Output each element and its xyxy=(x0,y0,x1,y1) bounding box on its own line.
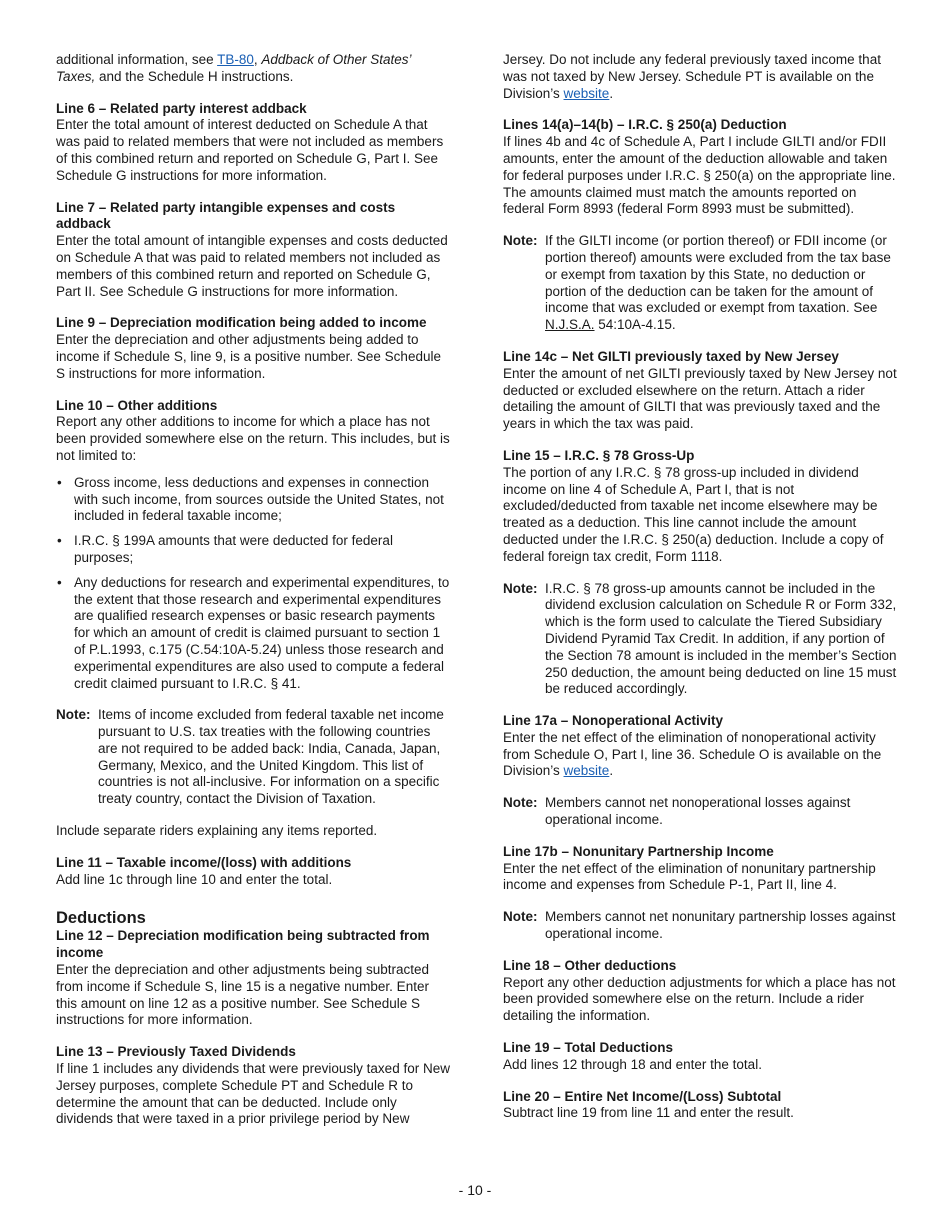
line14ab-body: If lines 4b and 4c of Schedule A, Part I include GILTI and/or FDII amounts, enter the amount of the deduction allowable and taken for federal purposes under I.R.C. § 250(a) on the appropriate line. The amounts claimed must match the amounts reported on federal Form 8993 (federal Form 8993 must be submitted). xyxy=(503,134,896,217)
line10-note xyxy=(56,707,451,808)
line18-heading: Line 18 – Other deductions xyxy=(503,957,677,973)
line15-heading: Line 15 – I.R.C. § 78 Gross-Up xyxy=(503,447,695,463)
line17a-text: Enter the net effect of the elimination of nonoperational activity from Schedule O, Part I, line 36. Schedule O is available on the Division’s xyxy=(503,729,882,779)
statute-number: 54:10A-4.15. xyxy=(594,317,676,333)
intro-text: additional information, see xyxy=(56,52,218,67)
line9-body: Enter the depreciation and other adjustments being added to income if Schedule S, line 9, is a positive number. See Schedule S instructions for more information. xyxy=(56,332,441,381)
line13-continuation xyxy=(503,52,898,102)
line18-body: Report any other deduction adjustments for which a place has not been provided somewhere else on the return. Include a rider detailing the information. xyxy=(503,974,896,1024)
list-item xyxy=(56,533,451,567)
line12-section xyxy=(56,928,451,1029)
line10-heading: Line 10 – Other additions xyxy=(56,397,218,413)
tb-80-link[interactable]: TB-80 xyxy=(217,52,254,67)
line19-heading: Line 19 – Total Deductions xyxy=(503,1040,674,1056)
list-item xyxy=(56,575,451,693)
note-label: Note: xyxy=(503,909,538,925)
line11-body: Add line 1c through line 10 and enter the total. xyxy=(56,871,333,887)
line14c-heading: Line 14c – Net GILTI previously taxed by New Jersey xyxy=(503,348,839,364)
tb-80-title: Addback of Other States’ Taxes, xyxy=(56,52,411,84)
njsa-reference: N.J.S.A. xyxy=(545,317,595,333)
intro-separator: , xyxy=(253,52,262,67)
line10-section xyxy=(56,398,451,840)
note-text: I.R.C. § 78 gross-up amounts cannot be included in the dividend exclusion calculation on Schedule R or Form 332, which is the form used to calculate the Tiered Subsidiary Dividend Pyramid Tax Credit. In addition, if any portion of the Section 78 amount is included in the member’s Section 250 deduction, the amount being deducted on line 15 must be reduced accordingly. xyxy=(545,580,897,697)
line15-body: The portion of any I.R.C. § 78 gross-up included in dividend income on line 4 of Schedule A, Part I, that is not excluded/deducted from taxable net income elsewhere may be treated as a deduction. This line cannot include the amount deducted under the I.R.C. § 250(a) deduction. Include a copy of federal foreign tax credit, Form 1118. xyxy=(503,464,884,564)
line13-body: If line 1 includes any dividends that were previously taxed for New Jersey purposes, complete Schedule PT and Schedule R to determine the amount that can be deducted. Include only dividends that were taxed in a prior privilege period by New xyxy=(56,1061,450,1127)
line7-section xyxy=(56,200,451,301)
line14c-body: Enter the amount of net GILTI previously taxed by New Jersey not deducted or excluded elsewhere on the return. Attach a rider detailing the amount of GILTI that was previously taxed and the years in which the tax was paid. xyxy=(503,365,897,432)
line19-section xyxy=(503,1040,898,1074)
website-link[interactable]: website xyxy=(563,85,610,101)
line10-riders-text: Include separate riders explaining any items reported. xyxy=(56,823,378,839)
line11-heading: Line 11 – Taxable income/(loss) with additions xyxy=(56,854,352,870)
line14ab-section xyxy=(503,117,898,334)
intro-post-text: and the Schedule H instructions. xyxy=(95,68,294,84)
page-number: - 10 - xyxy=(458,1182,492,1198)
line6-heading: Line 6 – Related party interest addback xyxy=(56,100,307,116)
right-column xyxy=(503,52,898,1137)
line6-section xyxy=(56,101,451,185)
bullet-icon: • xyxy=(57,474,62,490)
line13-heading: Line 13 – Previously Taxed Dividends xyxy=(56,1044,296,1060)
line15-section xyxy=(503,448,898,698)
note-body: If the GILTI income (or portion thereof) or FDII income (or portion thereof) amounts were excluded from the tax base or exempt from taxation by this State, no deduction or portion of the deduction can be taken for the amount of income that was excluded or exempt from taxation. See xyxy=(545,233,891,316)
line6-body: Enter the total amount of interest deducted on Schedule A that was paid to related members that were not included as members of this combined return and reported on Schedule G, Part I. See Schedule G instructions for more information. xyxy=(56,117,444,183)
line17b-heading: Line 17b – Nonunitary Partnership Income xyxy=(503,843,774,859)
line14c-section xyxy=(503,349,898,433)
line17a-section xyxy=(503,713,898,829)
line18-section xyxy=(503,958,898,1025)
note-label: Note: xyxy=(56,707,91,723)
line17b-section xyxy=(503,844,898,943)
period: . xyxy=(609,763,614,779)
line14ab-heading: Lines 14(a)–14(b) – I.R.C. § 250(a) Deduction xyxy=(503,117,787,133)
line20-body: Subtract line 19 from line 11 and enter the result. xyxy=(503,1105,794,1121)
line13-section xyxy=(56,1044,451,1128)
note-text: Members cannot net nonunitary partnership losses against operational income. xyxy=(545,909,896,942)
line17a-body xyxy=(503,730,898,780)
line10-bullet-list xyxy=(56,475,451,693)
note-label: Note: xyxy=(503,233,538,249)
period: . xyxy=(609,85,614,101)
bullet-icon: • xyxy=(57,574,62,590)
line17b-note xyxy=(503,909,898,943)
line7-heading: Line 7 – Related party intangible expenses and costs addback xyxy=(56,199,396,232)
note-label: Note: xyxy=(503,580,538,596)
line20-section xyxy=(503,1089,898,1123)
deductions-heading: Deductions xyxy=(56,909,146,928)
line19-body: Add lines 12 through 18 and enter the total. xyxy=(503,1056,762,1072)
line7-body: Enter the total amount of intangible expenses and costs deducted on Schedule A that was paid to related members not included as members of this combined return and reported on Schedule G, Part II. See Schedule G instructions for more information. xyxy=(56,233,448,299)
list-item-text: I.R.C. § 199A amounts that were deducted for federal purposes; xyxy=(74,533,393,565)
left-column xyxy=(56,52,451,1128)
note-label: Note: xyxy=(503,795,538,811)
line17a-heading: Line 17a – Nonoperational Activity xyxy=(503,713,724,729)
line17a-note xyxy=(503,795,898,829)
note-text: Members cannot net nonoperational losses against operational income. xyxy=(545,795,851,828)
line15-note xyxy=(503,581,898,699)
line9-heading: Line 9 – Depreciation modification being added to income xyxy=(56,315,427,331)
website-link[interactable]: website xyxy=(563,763,610,779)
note-text xyxy=(545,233,898,334)
line20-heading: Line 20 – Entire Net Income/(Loss) Subtotal xyxy=(503,1088,782,1104)
line11-section xyxy=(56,855,451,889)
line10-body: Report any other additions to income for which a place has not been provided somewhere else on the return. This includes, but is not limited to: xyxy=(56,414,450,463)
list-item-text: Gross income, less deductions and expenses in connection with such income, from sources outside the United States, not included in federal taxable income; xyxy=(74,474,444,524)
line17b-body: Enter the net effect of the elimination of nonunitary partnership income and expenses from Schedule P-1, Part II, line 4. xyxy=(503,860,876,893)
line9-section xyxy=(56,315,451,382)
list-item xyxy=(56,475,451,525)
list-item-text: Any deductions for research and experimental expenditures, to the extent that those research and experimental expenditures are qualified research expenses or basic research payments for which an amount of credit is claimed pursuant to section 1 of P.L.1993, c.175 (C.54:10A-5.24) unless those research and experimental expenditures are also used to compute a federal credit claimed pursuant to I.R.C. § 41. xyxy=(74,574,450,691)
intro-paragraph xyxy=(56,52,451,86)
note-text: Items of income excluded from federal taxable net income pursuant to U.S. tax treaties with the following countries are not required to be added back: India, Canada, Japan, Germany, Mexico, and the United Kingdom. This list of countries is not all-inclusive. For information on a specific treaty country, contact the Division of Taxation. xyxy=(98,707,444,807)
line12-body: Enter the depreciation and other adjustments being subtracted from income if Schedule S, line 15 is a negative number. Enter this amount on line 12 as a positive number. See Schedule S instructions for more information. xyxy=(56,962,429,1028)
line12-heading: Line 12 – Depreciation modification being subtracted from income xyxy=(56,928,430,961)
line13-continuation-text: Jersey. Do not include any federal previously taxed income that was not taxed by New Jersey. Schedule PT is available on the Division’s xyxy=(503,52,881,101)
bullet-icon: • xyxy=(57,533,62,549)
line14ab-note xyxy=(503,233,898,334)
